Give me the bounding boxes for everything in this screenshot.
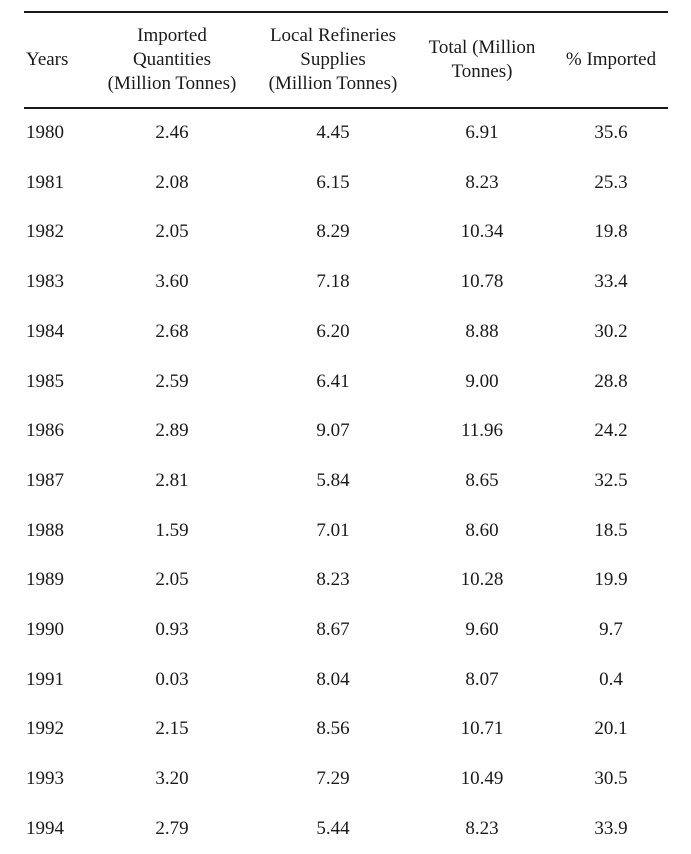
total-cell: 9.60 bbox=[465, 619, 499, 640]
percent-imported-cell: 24.2 bbox=[594, 420, 628, 442]
imported-cell: 0.03 bbox=[155, 668, 189, 690]
imported-cell: 2.08 bbox=[155, 171, 189, 193]
percent-imported-cell: 30.2 bbox=[594, 320, 628, 342]
imported-cell: 2.79 bbox=[155, 817, 189, 839]
year-cell: 1981 bbox=[26, 171, 64, 193]
table-row bbox=[0, 257, 691, 307]
total-cell: 10.49 bbox=[460, 768, 504, 790]
imported-cell: 2.15 bbox=[155, 718, 189, 740]
percent-imported-cell: 32.5 bbox=[594, 469, 628, 491]
total-cell: 6.91 bbox=[465, 122, 499, 143]
table-row bbox=[0, 704, 691, 754]
table-row bbox=[0, 655, 691, 705]
year-cell: 1984 bbox=[26, 320, 64, 342]
year-cell: 1980 bbox=[26, 122, 64, 143]
total-cell: 8.23 bbox=[465, 817, 499, 839]
table-top-rule bbox=[24, 11, 668, 13]
percent-imported-cell: 30.5 bbox=[594, 768, 628, 790]
year-cell: 1993 bbox=[26, 768, 64, 790]
local-supplies-cell: 8.23 bbox=[316, 569, 350, 591]
header-imported-quantities: Imported Quantities (Million Tonnes) bbox=[107, 25, 237, 94]
total-cell: 8.23 bbox=[465, 171, 499, 193]
imported-cell: 3.20 bbox=[155, 768, 189, 790]
table-row bbox=[0, 307, 691, 357]
percent-imported-cell: 9.7 bbox=[599, 619, 623, 640]
percent-imported-cell: 25.3 bbox=[594, 171, 628, 193]
year-cell: 1990 bbox=[26, 619, 64, 640]
header-years: Years bbox=[26, 49, 69, 70]
table-row bbox=[0, 605, 691, 655]
total-cell: 8.07 bbox=[465, 668, 499, 690]
imported-cell: 2.68 bbox=[155, 320, 189, 342]
year-cell: 1985 bbox=[26, 370, 64, 392]
year-cell: 1982 bbox=[26, 221, 64, 243]
local-supplies-cell: 6.15 bbox=[316, 171, 350, 193]
total-cell: 9.00 bbox=[465, 370, 499, 392]
total-cell: 10.71 bbox=[460, 718, 504, 740]
percent-imported-cell: 0.4 bbox=[599, 668, 623, 690]
imported-cell: 2.59 bbox=[155, 370, 189, 392]
percent-imported-cell: 35.6 bbox=[594, 122, 628, 143]
total-cell: 8.65 bbox=[465, 469, 499, 491]
total-cell: 10.28 bbox=[460, 569, 504, 591]
header-total: Total (Million Tonnes) bbox=[428, 37, 536, 82]
year-cell: 1992 bbox=[26, 718, 64, 740]
table-row bbox=[0, 456, 691, 506]
percent-imported-cell: 28.8 bbox=[594, 370, 628, 392]
local-supplies-cell: 5.44 bbox=[316, 817, 350, 839]
local-supplies-cell: 6.20 bbox=[316, 320, 350, 342]
imported-cell: 0.93 bbox=[155, 619, 189, 640]
percent-imported-cell: 19.8 bbox=[594, 221, 628, 243]
local-supplies-cell: 5.84 bbox=[316, 469, 350, 491]
imported-cell: 2.81 bbox=[155, 469, 189, 491]
table-row bbox=[0, 555, 691, 605]
table-row bbox=[0, 108, 691, 158]
percent-imported-cell: 20.1 bbox=[594, 718, 628, 740]
table-row bbox=[0, 158, 691, 208]
local-supplies-cell: 7.01 bbox=[316, 519, 350, 541]
percent-imported-cell: 19.9 bbox=[594, 569, 628, 591]
local-supplies-cell: 4.45 bbox=[316, 122, 350, 143]
total-cell: 10.34 bbox=[460, 221, 504, 243]
local-supplies-cell: 9.07 bbox=[316, 420, 350, 442]
year-cell: 1988 bbox=[26, 519, 64, 541]
percent-imported-cell: 33.4 bbox=[594, 271, 628, 293]
imported-cell: 3.60 bbox=[155, 271, 189, 293]
table-row bbox=[0, 357, 691, 407]
imported-cell: 2.05 bbox=[155, 569, 189, 591]
local-supplies-cell: 6.41 bbox=[316, 370, 350, 392]
total-cell: 8.88 bbox=[465, 320, 499, 342]
percent-imported-cell: 33.9 bbox=[594, 817, 628, 839]
total-cell: 11.96 bbox=[460, 420, 504, 442]
local-supplies-cell: 8.29 bbox=[316, 221, 350, 243]
imported-cell: 2.05 bbox=[155, 221, 189, 243]
table-row bbox=[0, 207, 691, 257]
local-supplies-cell: 8.56 bbox=[316, 718, 350, 740]
header-percent-imported: % Imported bbox=[565, 49, 657, 70]
year-cell: 1994 bbox=[26, 817, 64, 839]
total-cell: 8.60 bbox=[465, 519, 499, 541]
local-supplies-cell: 8.67 bbox=[316, 619, 350, 640]
local-supplies-cell: 8.04 bbox=[316, 668, 350, 690]
year-cell: 1987 bbox=[26, 469, 64, 491]
table-row bbox=[0, 506, 691, 556]
imported-cell: 1.59 bbox=[155, 519, 189, 541]
total-cell: 10.78 bbox=[460, 271, 504, 293]
imported-cell: 2.46 bbox=[155, 122, 189, 143]
table-row bbox=[0, 406, 691, 456]
year-cell: 1989 bbox=[26, 569, 64, 591]
local-supplies-cell: 7.18 bbox=[316, 271, 350, 293]
percent-imported-cell: 18.5 bbox=[594, 519, 628, 541]
local-supplies-cell: 7.29 bbox=[316, 768, 350, 790]
year-cell: 1986 bbox=[26, 420, 64, 442]
table-row bbox=[0, 804, 691, 854]
imported-cell: 2.89 bbox=[155, 420, 189, 442]
table-row bbox=[0, 754, 691, 804]
year-cell: 1991 bbox=[26, 668, 64, 690]
header-local-refineries-supplies: Local Refineries Supplies (Million Tonnes) bbox=[268, 25, 398, 94]
year-cell: 1983 bbox=[26, 271, 64, 293]
